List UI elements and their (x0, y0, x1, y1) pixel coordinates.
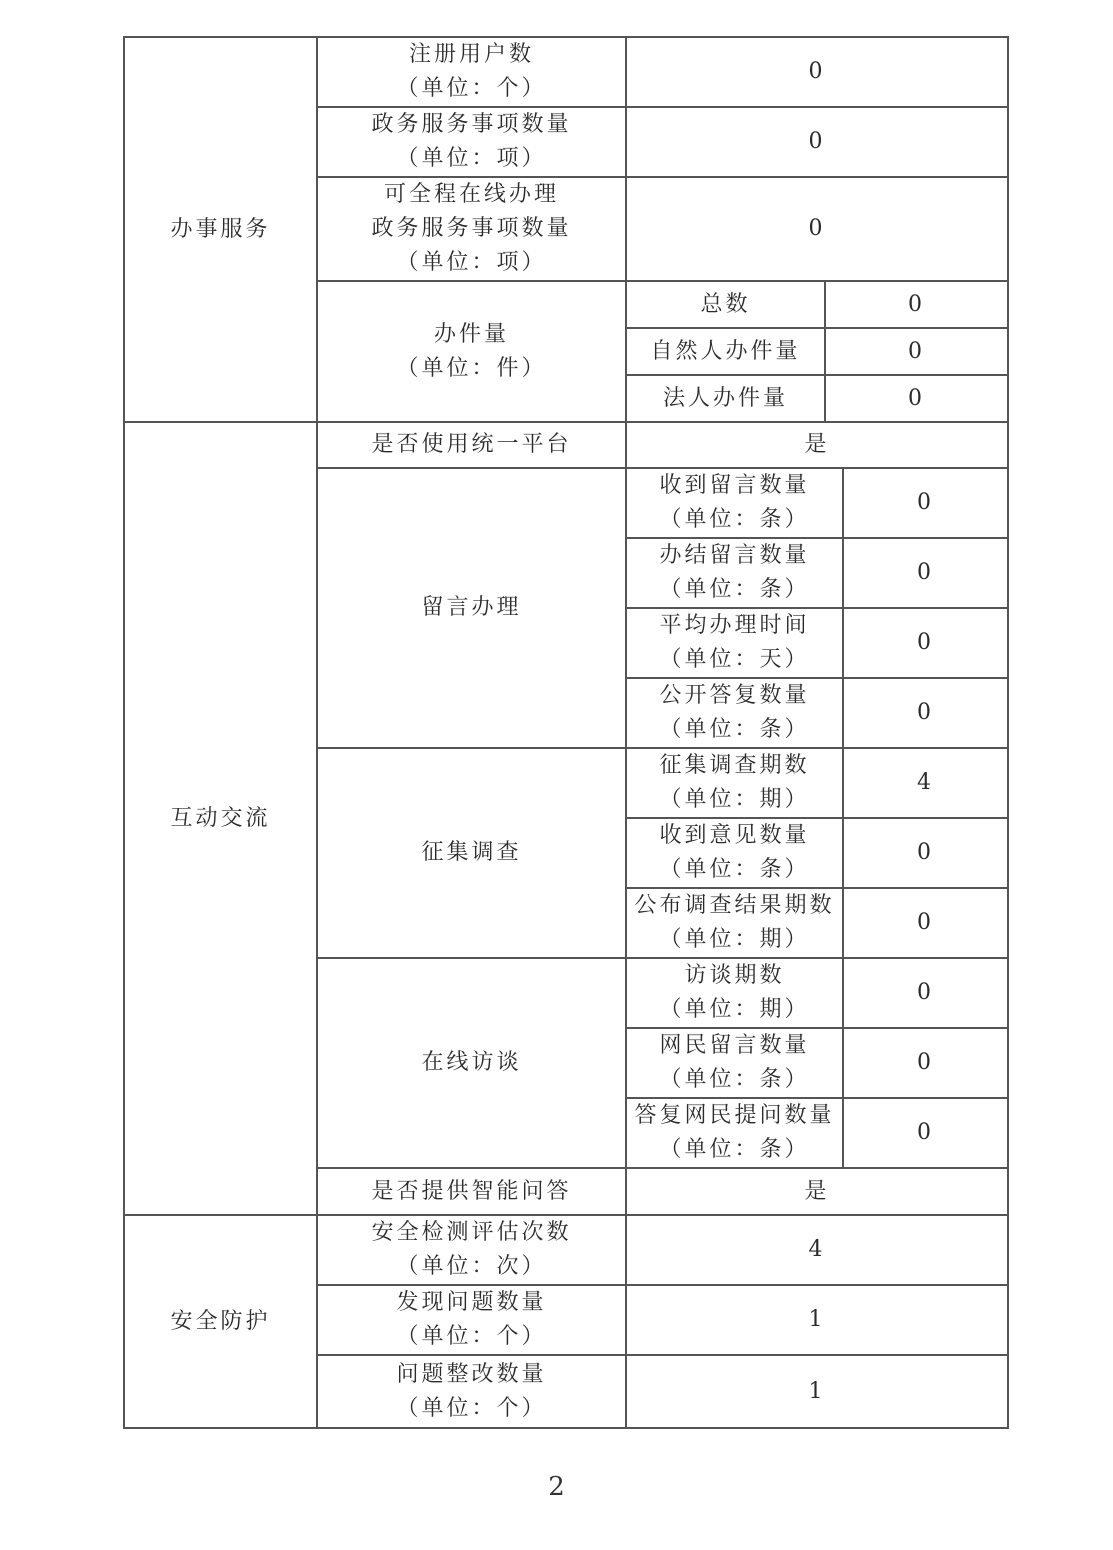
subitem-survey-periods: 征集调查期数 （单位：期） (626, 748, 843, 818)
value-avg-time: 0 (843, 608, 1008, 678)
item-smart-qa: 是否提供智能问答 (317, 1168, 626, 1215)
value-online-matters: 0 (626, 177, 1008, 281)
item-online-matters: 可全程在线办理 政务服务事项数量 （单位：项） (317, 177, 626, 281)
value-public-replies: 0 (843, 678, 1008, 748)
value-natural-person: 0 (825, 328, 1008, 375)
value-issues-found: 1 (626, 1285, 1008, 1355)
item-matters: 政务服务事项数量 （单位：项） (317, 107, 626, 177)
value-messages-received: 0 (843, 468, 1008, 538)
item-registered-users: 注册用户数 （单位：个） (317, 37, 626, 107)
value-matters: 0 (626, 107, 1008, 177)
subitem-total: 总数 (626, 281, 825, 328)
value-netizen-messages: 0 (843, 1028, 1008, 1098)
subitem-public-replies: 公开答复数量 （单位：条） (626, 678, 843, 748)
subitem-interview-periods: 访谈期数 （单位：期） (626, 958, 843, 1028)
value-survey-results: 0 (843, 888, 1008, 958)
value-total: 0 (825, 281, 1008, 328)
value-smart-qa: 是 (626, 1168, 1008, 1215)
table-row (124, 422, 1008, 468)
table-row (124, 1215, 1008, 1285)
statistics-table (123, 36, 1009, 1429)
subitem-natural-person: 自然人办件量 (626, 328, 825, 375)
subitem-netizen-messages: 网民留言数量 （单位：条） (626, 1028, 843, 1098)
table-row (124, 37, 1008, 107)
subitem-messages-concluded: 办结留言数量 （单位：条） (626, 538, 843, 608)
category-security: 安全防护 (124, 1215, 317, 1428)
subitem-avg-time: 平均办理时间 （单位：天） (626, 608, 843, 678)
item-assessments: 安全检测评估次数 （单位：次） (317, 1215, 626, 1285)
value-survey-opinions: 0 (843, 818, 1008, 888)
category-service: 办事服务 (124, 37, 317, 422)
subitem-legal-person: 法人办件量 (626, 375, 825, 422)
item-unified-platform: 是否使用统一平台 (317, 422, 626, 468)
subitem-survey-results: 公布调查结果期数 （单位：期） (626, 888, 843, 958)
subitem-messages-received: 收到留言数量 （单位：条） (626, 468, 843, 538)
item-interview: 在线访谈 (317, 958, 626, 1168)
item-handled: 办件量 （单位：件） (317, 281, 626, 422)
value-unified-platform: 是 (626, 422, 1008, 468)
item-survey: 征集调查 (317, 748, 626, 958)
value-survey-periods: 4 (843, 748, 1008, 818)
subitem-survey-opinions: 收到意见数量 （单位：条） (626, 818, 843, 888)
page-number: 2 (548, 1472, 565, 1502)
value-assessments: 4 (626, 1215, 1008, 1285)
value-issues-fixed: 1 (626, 1355, 1008, 1428)
item-issues-found: 发现问题数量 （单位：个） (317, 1285, 626, 1355)
subitem-answered: 答复网民提问数量 （单位：条） (626, 1098, 843, 1168)
value-registered-users: 0 (626, 37, 1008, 107)
item-messages: 留言办理 (317, 468, 626, 748)
category-interaction: 互动交流 (124, 422, 317, 1215)
item-issues-fixed: 问题整改数量 （单位：个） (317, 1355, 626, 1428)
value-legal-person: 0 (825, 375, 1008, 422)
value-answered: 0 (843, 1098, 1008, 1168)
value-interview-periods: 0 (843, 958, 1008, 1028)
value-messages-concluded: 0 (843, 538, 1008, 608)
